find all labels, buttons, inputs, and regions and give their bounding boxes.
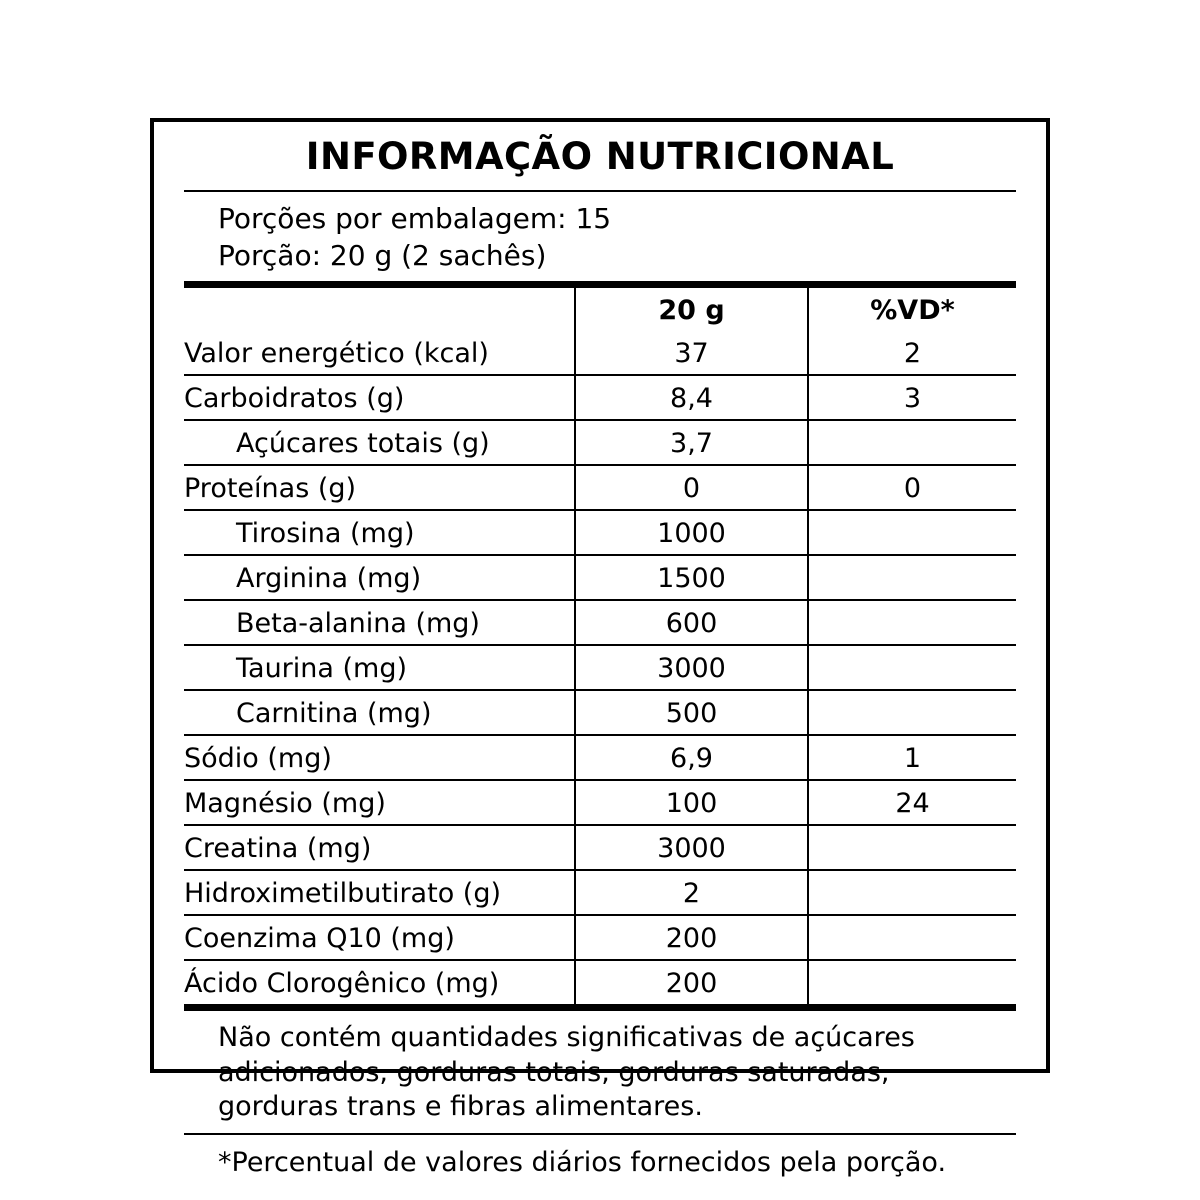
nutrient-amount: 200: [575, 960, 808, 1004]
nutrient-amount: 3000: [575, 825, 808, 870]
nutrient-amount: 0: [575, 465, 808, 510]
nutrient-dv: [808, 420, 1016, 465]
table-row: [184, 510, 1016, 555]
nutrition-facts-inner: [154, 122, 1046, 1178]
nutrient-amount: 600: [575, 600, 808, 645]
table-row: [184, 825, 1016, 870]
nutrient-dv: 3: [808, 375, 1016, 420]
nutrient-name: Proteínas (g): [184, 465, 575, 510]
nutrient-dv: [808, 510, 1016, 555]
page-title: INFORMAÇÃO NUTRICIONAL: [305, 135, 895, 178]
table-row: [184, 780, 1016, 825]
table-row: [184, 555, 1016, 600]
nutrient-dv: 24: [808, 780, 1016, 825]
nutrient-amount: 1000: [575, 510, 808, 555]
nutrient-name: Carboidratos (g): [184, 375, 575, 420]
nutrient-name: Creatina (mg): [184, 825, 575, 870]
nutrient-name: Sódio (mg): [184, 735, 575, 780]
nutrient-dv: [808, 870, 1016, 915]
nutrient-amount: 3,7: [575, 420, 808, 465]
servings-per-package: Porções por embalagem: 15: [218, 201, 612, 235]
nutrient-name: Coenzima Q10 (mg): [184, 915, 575, 960]
nutrient-dv: 0: [808, 465, 1016, 510]
table-row: [184, 600, 1016, 645]
nutrient-dv: 1: [808, 735, 1016, 780]
nutrient-name: Magnésio (mg): [184, 780, 575, 825]
nutrient-amount: 3000: [575, 645, 808, 690]
nutrient-amount: 1500: [575, 555, 808, 600]
nutrient-dv: [808, 960, 1016, 1004]
column-header-amount: 20 g: [575, 288, 808, 331]
nutrient-name: Ácido Clorogênico (mg): [184, 960, 575, 1004]
nutrient-amount: 8,4: [575, 375, 808, 420]
nutrient-dv: [808, 825, 1016, 870]
nutrient-dv: [808, 645, 1016, 690]
nutrient-name: Beta-alanina (mg): [184, 600, 575, 645]
divider-below-table: [184, 1004, 1016, 1011]
footnote-not-significant-block: [184, 1011, 1016, 1133]
nutrient-name: Tirosina (mg): [184, 510, 575, 555]
table-row: [184, 645, 1016, 690]
nutrient-amount: 37: [575, 331, 808, 375]
nutrient-amount: 100: [575, 780, 808, 825]
nutrient-name: Valor energético (kcal): [184, 331, 575, 375]
nutrient-dv: [808, 915, 1016, 960]
divider-above-table: [184, 281, 1016, 288]
table-row: [184, 465, 1016, 510]
nutrient-name: Hidroximetilbutirato (g): [184, 870, 575, 915]
nutrient-amount: 500: [575, 690, 808, 735]
nutrition-facts-panel: [150, 118, 1050, 1178]
nutrient-name: Arginina (mg): [184, 555, 575, 600]
footnote-dv: *Percentual de valores diários fornecidos pela porção.: [218, 1146, 947, 1178]
nutrient-amount: 6,9: [575, 735, 808, 780]
table-row: [184, 960, 1016, 1004]
column-header-nutrient: [184, 288, 575, 331]
nutrient-amount: 2: [575, 870, 808, 915]
nutrient-amount: 200: [575, 915, 808, 960]
table-row: [184, 870, 1016, 915]
table-row: [184, 420, 1016, 465]
nutrient-dv: [808, 555, 1016, 600]
nutrient-name: Taurina (mg): [184, 645, 575, 690]
nutrient-name: Carnitina (mg): [184, 690, 575, 735]
nutrient-dv: [808, 690, 1016, 735]
nutrition-table: [184, 288, 1016, 1004]
table-row: [184, 915, 1016, 960]
table-header-row: [184, 288, 1016, 331]
column-header-dv: %VD*: [870, 294, 955, 326]
table-row: [184, 735, 1016, 780]
nutrient-name: Açúcares totais (g): [184, 420, 575, 465]
footnote-not-significant: Não contém quantidades significativas de açúcares adicionados, gorduras totais, gorduras saturadas, gorduras trans e fibras alimentares.: [218, 1022, 915, 1123]
serving-info: [184, 192, 1016, 282]
nutrition-table-body: [184, 331, 1016, 1004]
table-row: [184, 375, 1016, 420]
footnote-dv-block: [184, 1135, 1016, 1184]
table-row: [184, 331, 1016, 375]
table-row: [184, 690, 1016, 735]
nutrient-dv: 2: [808, 331, 1016, 375]
serving-size: Porção: 20 g (2 sachês): [218, 239, 547, 273]
nutrient-dv: [808, 600, 1016, 645]
